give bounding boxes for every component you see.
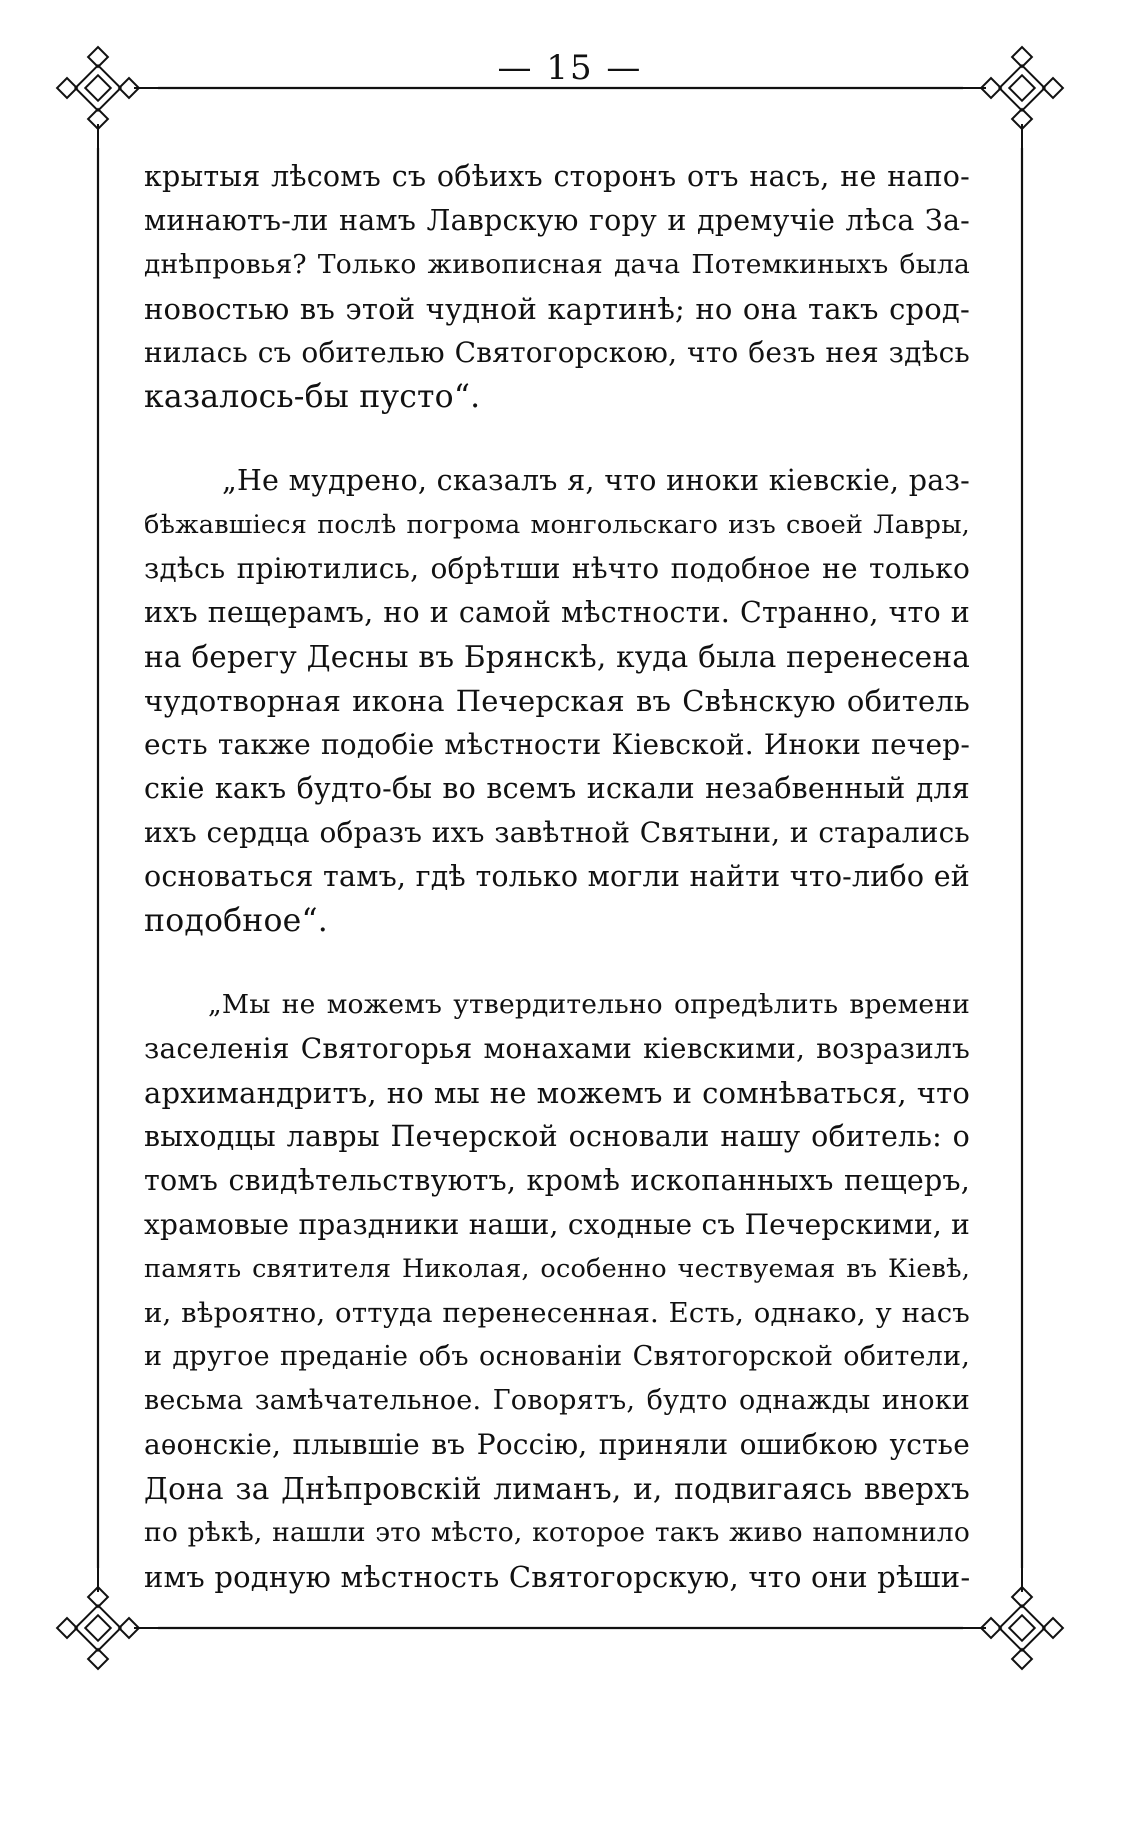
text-line: основаться тамъ, гдѣ только могли найти что-либо ей: [144, 860, 970, 893]
text-line: на берегу Десны въ Брянскѣ, куда была перенесена: [144, 640, 970, 674]
text-line: крытыя лѣсомъ съ обѣихъ сторонъ отъ насъ, не напо-: [144, 160, 970, 193]
text-line: и, вѣроятно, оттуда перенесенная. Есть, однако, у насъ: [144, 1297, 970, 1329]
text-line: архимандритъ, но мы не можемъ и сомнѣваться, что: [144, 1076, 970, 1110]
text-line: аѳонскіе, плывшіе въ Россію, приняли ошибкою устье: [144, 1428, 970, 1461]
text-line: новостью въ этой чудной картинѣ; но она такъ срод-: [144, 292, 970, 326]
text-line: скіе какъ будто-бы во всемъ искали незабвенный для: [144, 772, 970, 805]
text-line: нилась съ обителью Святогорскою, что безъ нея здѣсь: [144, 336, 970, 369]
text-line: храмовые праздники наши, сходные съ Печерскими, и: [144, 1208, 970, 1241]
paragraph-2: [144, 459, 970, 943]
text-line: ихъ пещерамъ, но и самой мѣстности. Странно, что и: [144, 596, 970, 629]
text-line: томъ свидѣтельствуютъ, кромѣ ископанныхъ пещеръ,: [144, 1164, 970, 1197]
text-line: чудотворная икона Печерская въ Свѣнскую обитель: [144, 684, 970, 718]
text-line: днѣпровья? Только живописная дача Потемкиныхъ была: [144, 249, 970, 280]
text-line: „Не мудрено, сказалъ я, что иноки кіевскіе, раз-: [222, 464, 970, 497]
text-line: память святителя Николая, особенно чествуемая въ Кіевѣ,: [144, 1254, 970, 1284]
text-line: по рѣкѣ, нашли это мѣсто, которое такъ живо напомнило: [144, 1517, 970, 1548]
text-line: минаютъ-ли намъ Лаврскую гору и дремучіе лѣса За-: [144, 204, 970, 237]
text-line: весьма замѣчательное. Говорятъ, будто однажды иноки: [144, 1385, 970, 1416]
text-line: здѣсь пріютились, обрѣтши нѣчто подобное не только: [144, 552, 970, 585]
page-number: — 15 —: [497, 48, 643, 88]
paragraph-3: [144, 983, 970, 1599]
body-text: [144, 155, 970, 1599]
text-line: бѣжавшіеся послѣ погрома монгольскаго изъ своей Лавры,: [144, 510, 970, 540]
text-line: подобное“.: [144, 903, 329, 939]
corner-knot-top-right-icon: [962, 47, 1063, 148]
paragraph-1: [144, 155, 970, 419]
text-line: казалось-бы пусто“.: [144, 379, 481, 415]
corner-knot-bottom-left-icon: [57, 1568, 158, 1669]
text-line: ихъ сердца образъ ихъ завѣтной Святыни, и старались: [144, 816, 970, 849]
text-line: „Мы не можемъ утвердительно опредѣлить времени: [208, 989, 970, 1020]
text-line: Дона за Днѣпровскій лиманъ, и, подвигаясь вверхъ: [144, 1472, 970, 1506]
corner-knot-top-left-icon: [57, 47, 158, 148]
text-line: выходцы лавры Печерской основали нашу обитель: о: [144, 1120, 970, 1153]
text-line: и другое преданіе объ основаніи Святогорской обители,: [144, 1341, 970, 1372]
text-line: заселенія Святогорья монахами кіевскими, возразилъ: [144, 1032, 970, 1065]
text-line: имъ родную мѣстность Святогорскую, что они рѣши-: [144, 1560, 971, 1594]
text-line: есть также подобіе мѣстности Кіевской. Иноки печер-: [144, 728, 970, 761]
corner-knot-bottom-right-icon: [962, 1568, 1063, 1669]
